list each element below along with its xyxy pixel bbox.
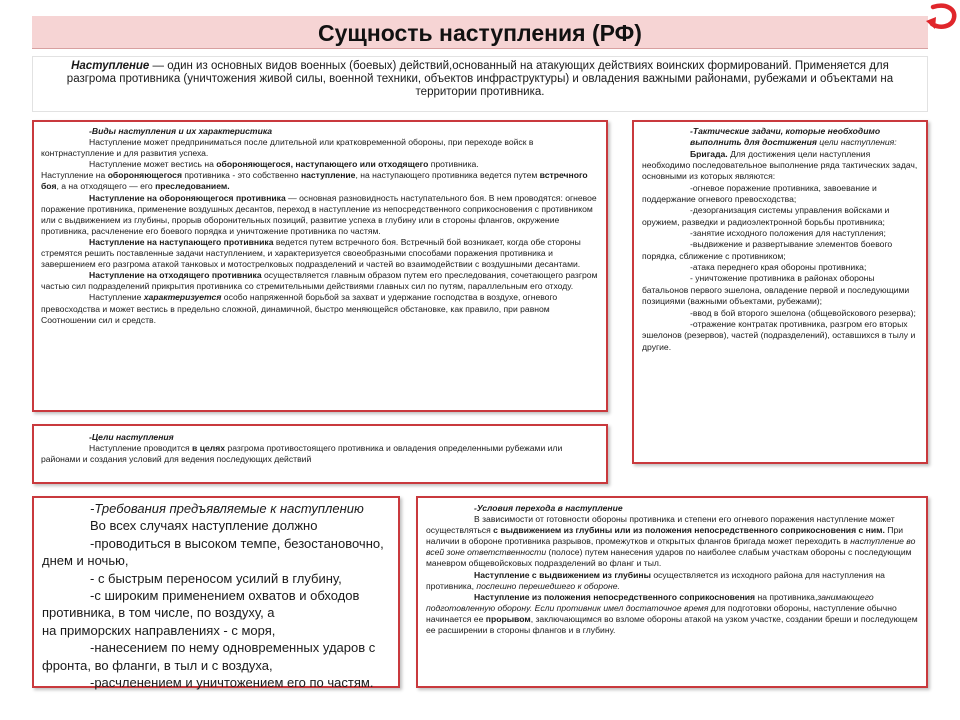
types-p6: Наступление на отходящего противника осуществляется главным образом путем его преследования, сочетающего разгром частью сил подразделений прикрытия противника со стремительными действиями главных сил по путям, параллельным его отходу. xyxy=(41,270,598,292)
types-p2: Наступление может вестись на обороняющегося, наступающего или отходящего противника. xyxy=(89,159,479,170)
conditions-heading: -Условия перехода в наступление xyxy=(474,503,623,513)
types-p7: Наступление характеризуется особо напряженной борьбой за захват и удержание господства в воздухе, огневого превосходства и может вестись в предельно сложной, динамичной, быстро меняющейся обстановке, как правило, при равном Соотношении сил и средств. xyxy=(41,292,558,325)
task-item: -отражение контратак противника, разгром его вторых эшелонов (резервов), частей (подразделений), оставшихся в тылу и другие. xyxy=(642,318,916,352)
tasks-heading: -Тактические задачи, которые необходимо выполнить для достижения цели наступления: xyxy=(690,126,897,148)
requirement-line: -проводиться в высоком темпе, безостановочно, днем и ночью, xyxy=(42,535,384,569)
task-item: -огневое поражение противника, завоевание и поддержание огневого превосходства; xyxy=(642,182,877,205)
conditions-p2: Наступление с выдвижением из глубины осуществляется из исходного района для наступления на противника, поспешно перешедшего к обороне. xyxy=(426,569,885,591)
requirement-line: Во всех случаях наступление должно xyxy=(90,518,318,534)
task-item: -выдвижение и развертывание элементов боевого порядка, сближение с противником; xyxy=(642,239,893,261)
types-p4: Наступление на обороняющегося противника — основная разновидность наступательного боя. В нем проводятся: огневое поражение противника, применение воздушных десантов, переход в наступление из непосредственного соприкосновения с противником или с выдвижением из глубины, прорыв оборонительных позиций, развитие успеха в глубину или в стороны флангов, окружение противника, расчленение его боевого порядка и уничтожение противника по частям. xyxy=(41,192,597,236)
conditions-p3: Наступление из положения непосредственного соприкосновения на противника,занимающего подготовленную оборону. Если противник имел достаточное время для подготовки обороны, наступление обычно начинается ее прорывом, заключающимся во взломе обороны атакой на узком участке, создании бреши и последующем ее расширении в стороны флангов и в глубину. xyxy=(426,591,918,636)
intro-definition xyxy=(32,56,928,112)
requirement-line: -нанесением по нему одновременных ударов с фронта, во фланги, в тыл и с воздуха, xyxy=(42,640,376,673)
tasks-intro: Бригада. Для достижения цели наступления необходимо последовательное выполнение ряда тактических задач, основными из которых являются: xyxy=(642,148,918,182)
types-heading: -Виды наступления и их характеристика xyxy=(89,126,273,136)
page-title: Сущность наступления (РФ) xyxy=(318,20,642,46)
goals-box xyxy=(32,424,608,484)
intro-text: — один из основных видов военных (боевых) действий,основанный на атакующих действиях воинских формирований. Применяется для разгрома противника (уничтожения живой силы, военной техники, объектов инфраструктуры) и овладения важными районами, рубежами и объектами на территории противника. xyxy=(66,60,894,98)
goals-text: Наступление проводится в целях разгрома противостоящего противника и овладения определенными рубежами или районами и создания условий для ведения последующих действий xyxy=(41,443,563,465)
task-item: - уничтожение противника в районах обороны батальонов первого эшелона, овладение первой и последующими позициями (важными объектами, рубежами); xyxy=(642,273,910,307)
requirements-box xyxy=(32,496,400,691)
types-p5: Наступление на наступающего противника ведется путем встречного боя. Встречный бой возникает, когда обе стороны стремятся решить поставленные задачи наступлением, и характеризуется своеобразными способами поражения противника и завершением его разгрома атакой танковых и мотострелковых подразделений и частей во взаимодействии с воздушными десантами. xyxy=(41,236,581,270)
goals-heading: -Цели наступления xyxy=(89,432,174,442)
requirement-line: - с быстрым переносом усилий в глубину, xyxy=(90,570,342,586)
conditions-p1: В зависимости от готовности обороны противника и степени его огневого поражения наступление может осуществляться с выдвижением из глубины или из положения непосредственного соприкосновения с ним. При наличии в обороне противника разрывов, промежутков и открытых флангов бригада может переходить в наступление во всей зоне ответственности (полосе) путем нанесения ударов по наиболее слабым участкам обороны с последующим маневром общевойсковых подразделений во фланг и тыл. xyxy=(426,514,916,569)
requirement-line: на приморских направлениях - с моря, xyxy=(42,622,276,638)
task-item: -ввод в бой второго эшелона (общевойскового резерва); xyxy=(690,307,916,318)
return-arrow-icon[interactable] xyxy=(924,0,958,34)
conditions-box xyxy=(416,496,928,688)
tasks-box xyxy=(632,120,928,464)
types-p3: Наступление на обороняющегося противника - это собственно наступление, на наступающего противника ведется путем встречного боя, а на отходящего — его преследованием. xyxy=(41,170,588,192)
requirement-line: -с широким применением охватов и обходов противника, в том числе, по воздуху, а xyxy=(42,588,360,621)
task-item: -дезорганизация системы управления войсками и оружием, разведки и радиоэлектронной борьбы противника; xyxy=(642,205,890,227)
task-item: -атака переднего края обороны противника; xyxy=(690,262,867,273)
intro-term: Наступление xyxy=(71,60,150,72)
requirements-heading: -Требования предъявляемые к наступлению xyxy=(90,501,364,516)
title-bar xyxy=(32,16,928,49)
types-box xyxy=(32,120,608,412)
task-item: -занятие исходного положения для наступления; xyxy=(690,228,886,239)
types-p1: Наступление может предприниматься после длительной или кратковременной обороны, при переходе войск в контрнаступление и для развития успеха. xyxy=(41,137,534,159)
requirement-line: -расчленением и уничтожением его по частям. xyxy=(90,675,374,691)
